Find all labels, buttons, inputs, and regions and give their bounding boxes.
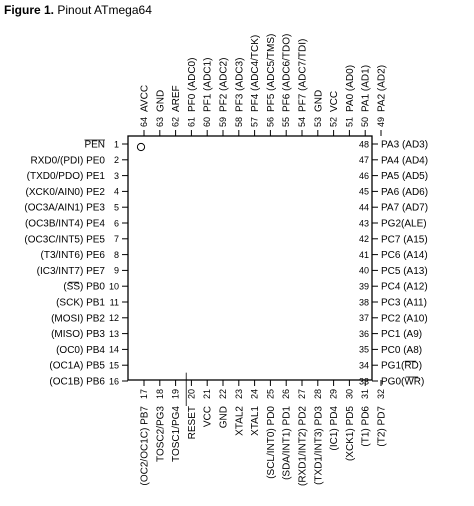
pin-number: 19 [170,389,181,400]
pin-label: (IC3/INT7) PE7 [36,265,105,277]
pin-label: PG0(WR) [381,376,425,388]
pin-number: 4 [113,186,119,197]
pin-label: PF1 (ADC1) [202,57,214,112]
pin-number: 26 [281,389,292,400]
pin-number: 37 [358,313,369,324]
pin-label: RESET [186,406,198,440]
pin-label: (TXD1/INT3) PD3 [313,406,325,485]
pin-number: 6 [113,218,119,229]
pin-label: PA5 (AD5) [381,171,429,183]
pin-label: TOSC1/PG4 [171,406,183,462]
pin-label: PC1 (A9) [381,329,423,341]
pin-label: PG1(RD) [381,360,423,372]
pin-number: 52 [328,116,339,127]
pin-label: XTAL1 [250,406,262,436]
pin-number: 11 [109,297,119,308]
pin-label: PC3 (A11) [381,297,427,309]
pin-label: AVCC [139,84,151,112]
pin-label: PA7 (AD7) [381,202,429,214]
pin-label: TOSC2/PG3 [155,406,167,462]
pin-number: 59 [218,116,228,127]
pin-number: 20 [186,389,197,400]
pin-label: PF0 (ADC0) [186,57,198,112]
pin-number: 39 [358,281,369,292]
pin-number: 21 [202,389,213,400]
pin-number: 46 [358,170,369,181]
pin-label: GND [218,406,230,429]
pin-label: PA1 (AD1) [360,64,372,112]
pin-number: 57 [249,116,260,127]
pin-label: (SCK) PB1 [56,297,105,309]
pin-number: 32 [376,389,386,400]
pin-label: (SDA/INT1) PD1 [281,406,293,480]
pin-number: 50 [360,116,371,127]
pin-label: GND [313,89,325,112]
pin-number: 64 [139,116,149,127]
pin-number: 54 [297,116,307,127]
pin-label: (T2) PD7 [376,406,388,447]
pin-number: 55 [281,116,292,127]
pin-number: 8 [113,249,119,260]
pin-label: (OC3C/INT5) PE5 [24,234,105,246]
pin-label: PC4 (A12) [381,281,428,293]
pin-label: (XCK1) PD5 [344,406,356,462]
pin-label: PC6 (A14) [381,250,428,262]
pin-number: 40 [358,265,369,276]
pin-label: VCC [329,90,341,112]
pin-number: 25 [265,389,276,400]
pin-label: PG2(ALE) [381,218,427,230]
pin-label: (OC3B/INT4) PE4 [24,218,105,230]
pin-number: 43 [358,218,369,229]
pin-number: 63 [154,116,165,127]
pin-number: 23 [233,389,244,400]
pin-number: 13 [108,328,119,339]
pin-label: PA2 (AD2) [376,64,388,112]
pin-number: 36 [358,328,369,339]
pin-label: PC5 (A13) [381,265,428,277]
pin-number: 34 [358,360,369,371]
pin-label: GND [155,89,167,112]
pin-number: 10 [108,281,119,292]
pin-number: 28 [312,389,323,400]
pin-label: PC2 (A10) [381,313,428,325]
pin-number: 44 [358,202,369,213]
pin-number: 27 [297,389,307,400]
pin-number: 30 [344,389,355,400]
pin-number: 22 [218,389,228,400]
pin-label: XTAL2 [234,406,246,436]
pin-number: 14 [108,344,119,355]
pin-label: PC7 (A15) [381,234,428,246]
pin-number: 3 [113,170,119,181]
pin-label: PA0 (AD0) [344,64,356,112]
pin-label: PF6 (ADC6/TDO) [281,33,293,112]
pin-number: 15 [108,360,119,371]
pin-label: (OC1B) PB6 [49,376,105,388]
chip-body [128,136,372,380]
pin-number: 38 [358,297,369,308]
pin-number: 48 [358,139,369,150]
pin-number: 62 [170,116,181,127]
pin-number: 60 [202,116,213,127]
pin-label: AREF [171,85,183,112]
pin-number: 1 [113,139,119,150]
pin-number: 41 [358,249,369,260]
pin-number: 58 [233,116,244,127]
pin-number: 35 [358,344,369,355]
pin-number: 17 [139,389,149,400]
pin-label: (MISO) PB3 [51,329,105,341]
pin-number: 29 [328,389,339,400]
pin-label: (T1) PD6 [360,406,372,447]
pin-label: PF4 (ADC4/TCK) [250,34,262,112]
pin-label: VCC [202,406,214,428]
pin-label: PC0 (A8) [381,344,423,356]
pin-number: 5 [113,202,119,213]
pin-label: (XCK0/AIN0) PE2 [25,186,105,198]
pin-number: 56 [265,116,276,127]
pin-number: 18 [154,389,165,400]
pin-number: 2 [113,155,119,166]
pin-number: 9 [113,265,119,276]
pin-label: RXD0/(PDI) PE0 [30,155,105,167]
pin-number: 51 [344,116,355,127]
pin-label: (OC2/OC1C) PB7 [139,406,151,486]
pin-label: PF3 (ADC3) [234,57,246,112]
pin-label: PA3 (AD3) [381,139,429,151]
pin-label: PA6 (AD6) [381,186,429,198]
pins-layer [24,34,428,486]
figure-number: Figure 1. [4,3,55,17]
pin-label: (SCL/INT0) PD0 [265,406,277,479]
pin-number: 49 [376,116,386,127]
pin-number: 24 [249,389,260,400]
pin-label: PF7 (ADC7/TDI) [297,38,309,112]
pin-number: 12 [108,313,119,324]
pin-number: 7 [113,234,119,245]
pin-label: (IC1) PD4 [329,406,341,451]
pin1-marker [137,143,144,150]
pin-number: 16 [108,376,119,387]
pin-number: 45 [358,186,369,197]
pin-number: 47 [358,155,369,166]
pin-label: (T3/INT6) PE6 [40,250,105,262]
pin-label: (MOSI) PB2 [51,313,105,325]
pin-label: (RXD1/INT2) PD2 [297,406,309,487]
pin-label: (OC1A) PB5 [49,360,105,372]
pin-label: PF5 (ADC5/TMS) [265,33,277,112]
pin-label: PEN [84,139,105,151]
pin-label: (OC3A/AIN1) PE3 [24,202,105,214]
pin-number: 53 [312,116,323,127]
pin-label: (TXD0/PDO) PE1 [26,171,105,183]
pin-number: 61 [186,116,197,127]
pin-label: PF2 (ADC2) [218,57,230,112]
pin-number: 31 [360,389,371,400]
pin-label: (OC0) PB4 [56,344,105,356]
pin-number: 42 [358,234,369,245]
pin-label: (SS) PB0 [63,281,105,293]
pin-label: PA4 (AD4) [381,155,429,167]
figure-title: Pinout ATmega64 [57,3,152,17]
pin-number: 33 [358,376,369,387]
